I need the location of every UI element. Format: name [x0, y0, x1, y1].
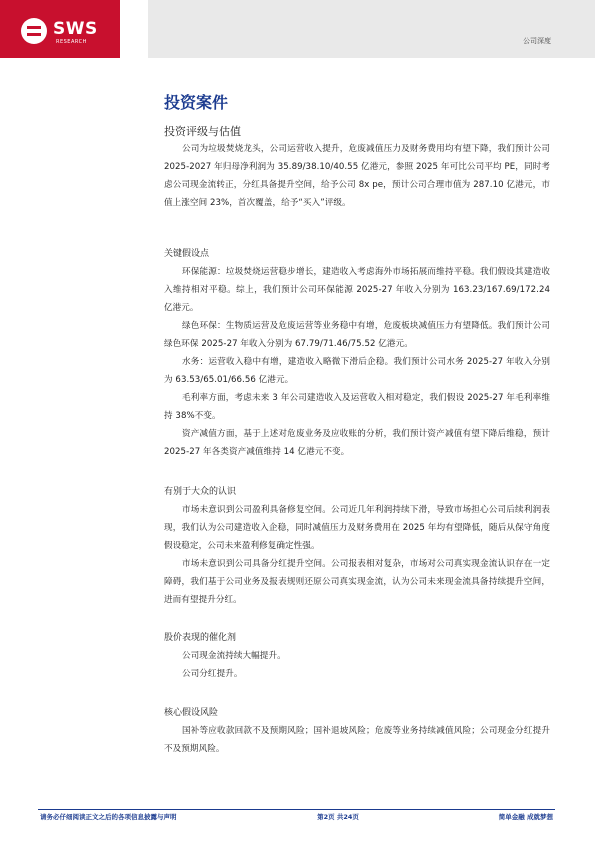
- paragraph-green: 绿色环保：生物质运营及危废运营等业务稳中有增，危废板块减值压力有望降低。我们预计公司绿色环保 2025-27 年收入分别为 67.79/71.46/75.52 亿港元。: [164, 321, 550, 349]
- report-type-label: 公司深度: [523, 37, 551, 45]
- key-assumptions-title: 关键假设点: [164, 249, 210, 259]
- page-number: 第2页 共24页: [317, 813, 359, 821]
- risks-title: 核心假设风险: [164, 708, 219, 718]
- footer-disclaimer: 请务必仔细阅读正文之后的各项信息披露与声明: [40, 813, 177, 821]
- key-assumptions-section: [164, 248, 550, 461]
- different-view-title: 有别于大众的认识: [164, 487, 237, 497]
- logo-mark-icon: [21, 18, 47, 44]
- paragraph-cashflow: 公司现金流持续大幅提升。: [182, 651, 286, 661]
- paragraph-impairment: 资产减值方面，基于上述对危废业务及应收账的分析，我们预计资产减值有望下降后维稳，预计 2025-27 年各类资产减值维持 14 亿港元不变。: [164, 429, 550, 457]
- company-logo: [0, 0, 120, 58]
- paragraph-water: 水务：运营收入稳中有增，建造收入略微下滑后企稳。我们预计公司水务 2025-27 年收入分别为 63.53/65.01/66.56 亿港元。: [164, 357, 550, 385]
- section-subtitle: 投资评级与估值: [164, 125, 241, 138]
- logo-subtext: RESEARCH: [56, 39, 87, 45]
- footer-slogan: 简单金融 成就梦想: [498, 813, 553, 821]
- paragraph-margin: 毛利率方面，考虑未来 3 年公司建造收入及运营收入相对稳定，我们假设 2025-27 年毛利率维持 38%不变。: [164, 393, 550, 421]
- catalysts-section: [164, 632, 550, 683]
- paragraph-env-energy: 环保能源：垃圾焚烧运营稳步增长，建造收入考虑海外市场拓展而维持平稳。我们假设其建造收入维持相对平稳。综上，我们预计公司环保能源 2025-27 年收入分别为 163.23/167.69/172.24 亿港元。: [164, 267, 550, 313]
- risks-section: [164, 707, 550, 758]
- page-title: 投资案件: [164, 93, 229, 112]
- catalysts-title: 股价表现的催化剂: [164, 633, 237, 643]
- paragraph-risks: 国补等应收款回款不及预期风险；国补退坡风险；危废等业务持续减值风险；公司现金分红提升不及预期风险。: [164, 726, 550, 754]
- header-bar: [148, 0, 595, 58]
- paragraph-dividend: 市场未意识到公司具备分红提升空间。公司报表相对复杂，市场对公司真实现金流认识存在一定障碍，我们基于公司业务及报表规则还原公司真实现金流，认为公司未来现金流具备持续提升空间，进而有望提升分红。: [164, 559, 550, 605]
- paragraph-dividend-increase: 公司分红提升。: [182, 669, 243, 679]
- different-view-section: [164, 486, 550, 609]
- footer-divider: [38, 809, 555, 810]
- main-content: [164, 92, 550, 212]
- intro-paragraph: 公司为垃圾焚烧龙头，公司运营收入提升，危废减值压力及财务费用均有望下降，我们预计公司 2025-2027 年归母净利润为 35.89/38.10/40.55 亿港元，参照 2025 年可比公司平均 PE，同时考虑公司现金流转正，分红具备提升空间，给予公司 8x pe，预计公司合理市值为 287.10 亿港元，市值上涨空间 23%，首次覆盖，给予“买入”评级。: [164, 144, 550, 208]
- logo-text: SWS: [53, 19, 98, 39]
- paragraph-profit-repair: 市场未意识到公司盈利具备修复空间。公司近几年利润持续下滑，导致市场担心公司后续利润表现，我们认为公司建造收入企稳，同时减值压力及财务费用在 2025 年均有望降低，随后从保守角度假设稳定，公司未来盈利修复确定性强。: [164, 505, 550, 551]
